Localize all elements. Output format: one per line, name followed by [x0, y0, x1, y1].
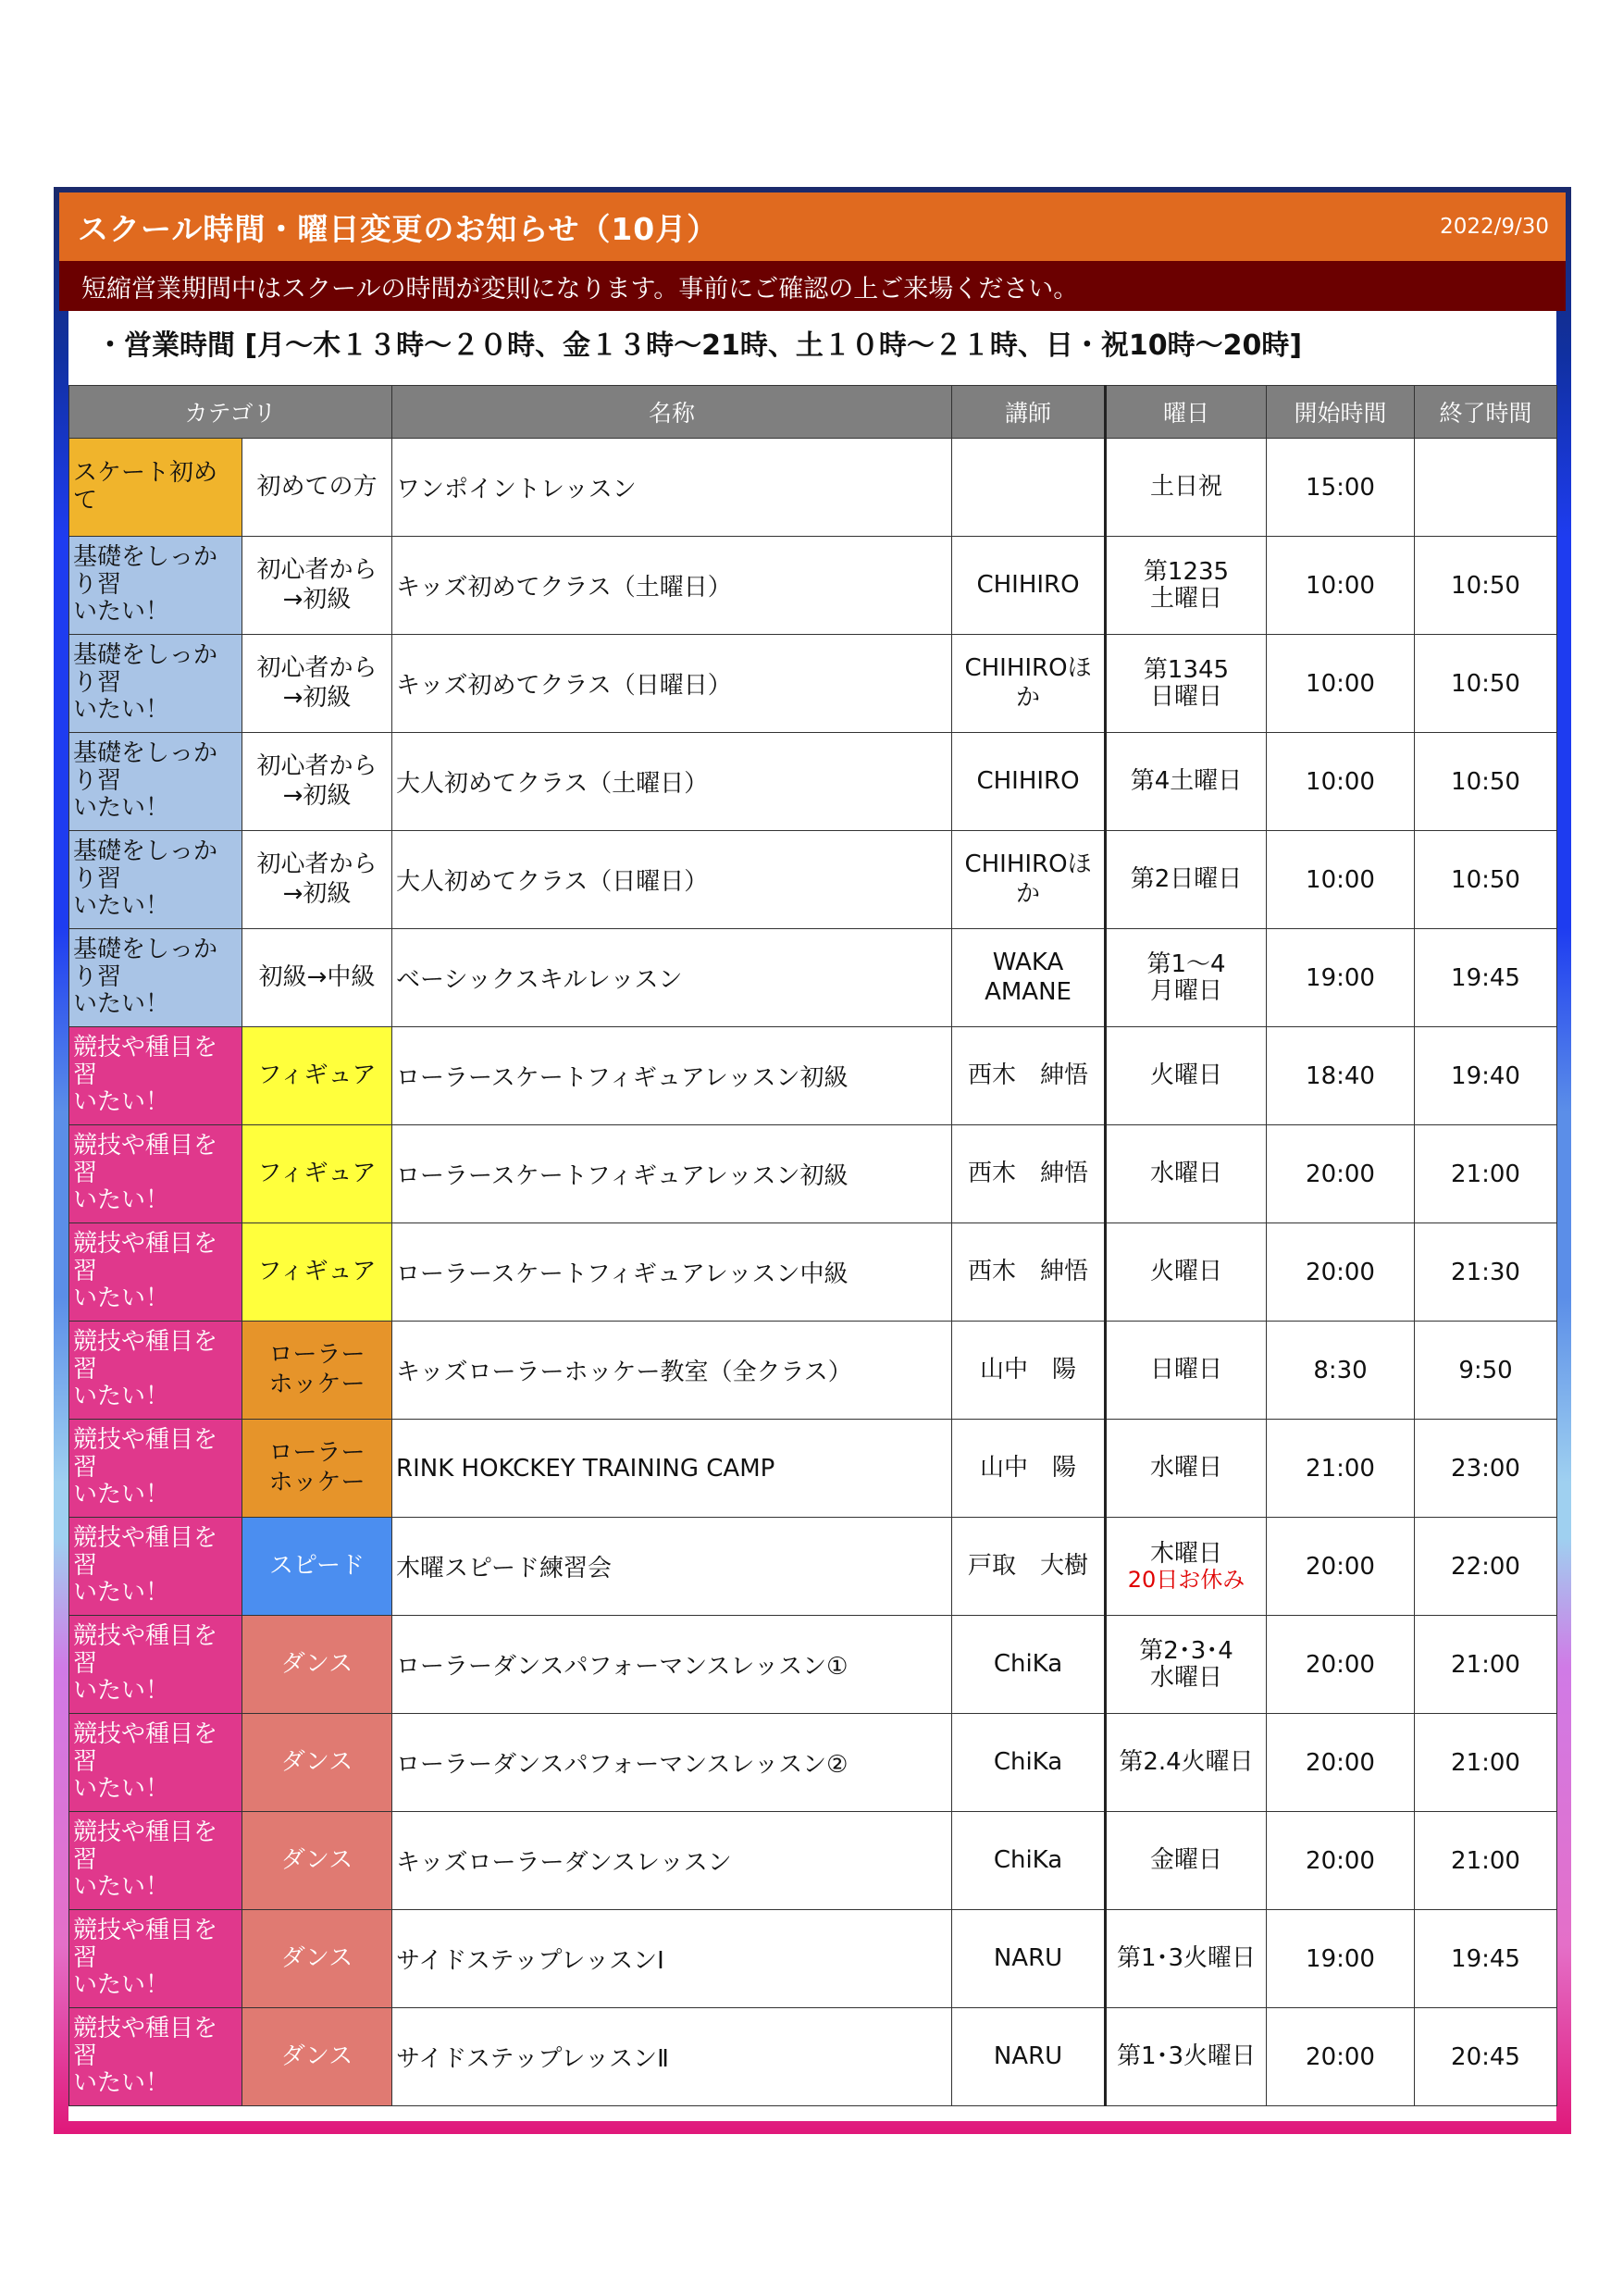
- subcategory-cell: ローラー ホッケー: [242, 1322, 392, 1420]
- lesson-name-cell: ローラースケートフィギュアレッスン初級: [392, 1027, 952, 1125]
- publish-date: 2022/9/30: [1440, 215, 1549, 239]
- start-time-cell: 20:00: [1267, 1223, 1415, 1322]
- subcategory-cell: ローラー ホッケー: [242, 1420, 392, 1518]
- subcategory-cell: 初心者から →初級: [242, 635, 392, 733]
- category-cell: 基礎をしっかり習 いたい！: [69, 537, 242, 635]
- instructor-cell: CHIHIROほか: [952, 831, 1106, 929]
- table-row: [69, 2008, 1557, 2106]
- end-time-cell: 23:00: [1415, 1420, 1557, 1518]
- end-time-cell: 22:00: [1415, 1518, 1557, 1616]
- lesson-name-cell: 大人初めてクラス（日曜日）: [392, 831, 952, 929]
- instructor-cell: [952, 439, 1106, 537]
- subcategory-cell: スピード: [242, 1518, 392, 1616]
- instructor-cell: 西木 紳悟: [952, 1223, 1106, 1322]
- table-row: [69, 929, 1557, 1027]
- subcategory-cell: 初めての方: [242, 439, 392, 537]
- end-time-cell: 21:00: [1415, 1812, 1557, 1910]
- start-time-cell: 15:00: [1267, 439, 1415, 537]
- header-category: カテゴリ: [69, 386, 392, 439]
- subcategory-cell: 初心者から →初級: [242, 733, 392, 831]
- category-cell: 競技や種目を習 いたい！: [69, 1812, 242, 1910]
- day-cell: [1106, 1910, 1267, 2008]
- table-row: [69, 635, 1557, 733]
- lesson-name-cell: ローラースケートフィギュアレッスン初級: [392, 1125, 952, 1223]
- instructor-cell: CHIHIRO: [952, 537, 1106, 635]
- lesson-name-cell: ローラースケートフィギュアレッスン中級: [392, 1223, 952, 1322]
- category-cell: 基礎をしっかり習 いたい！: [69, 635, 242, 733]
- day-cell: [1106, 537, 1267, 635]
- end-time-cell: 21:30: [1415, 1223, 1557, 1322]
- table-row: [69, 1714, 1557, 1812]
- day-text: 第1345 日曜日: [1143, 655, 1230, 711]
- end-time-cell: 21:00: [1415, 1125, 1557, 1223]
- start-time-cell: 10:00: [1267, 733, 1415, 831]
- header-name: 名称: [392, 386, 952, 439]
- day-text: 日曜日: [1150, 1356, 1223, 1384]
- subcategory-cell: フィギュア: [242, 1027, 392, 1125]
- category-cell: 競技や種目を習 いたい！: [69, 1616, 242, 1714]
- end-time-cell: 10:50: [1415, 537, 1557, 635]
- category-cell: スケート初めて: [69, 439, 242, 537]
- notice-text: 短縮営業期間中はスクールの時間が変則になります。事前にご確認の上ご来場ください。: [81, 274, 1079, 304]
- end-time-cell: 10:50: [1415, 635, 1557, 733]
- subcategory-cell: 初心者から →初級: [242, 831, 392, 929]
- start-time-cell: 10:00: [1267, 635, 1415, 733]
- lesson-name-cell: 大人初めてクラス（土曜日）: [392, 733, 952, 831]
- table-row: [69, 831, 1557, 929]
- lesson-name-cell: ワンポイントレッスン: [392, 439, 952, 537]
- start-time-cell: 10:00: [1267, 831, 1415, 929]
- day-text: 第4土曜日: [1130, 767, 1243, 796]
- table-row: [69, 1420, 1557, 1518]
- page-frame: [54, 187, 1571, 2134]
- lesson-name-cell: キッズ初めてクラス（土曜日）: [392, 537, 952, 635]
- lesson-name-cell: 木曜スピード練習会: [392, 1518, 952, 1616]
- start-time-cell: 19:00: [1267, 1910, 1415, 2008]
- lesson-name-cell: サイドステップレッスンⅡ: [392, 2008, 952, 2106]
- table-row: [69, 1322, 1557, 1420]
- day-cell: [1106, 1223, 1267, 1322]
- schedule-table: [68, 385, 1557, 2106]
- subcategory-cell: ダンス: [242, 1616, 392, 1714]
- category-cell: 競技や種目を習 いたい！: [69, 1910, 242, 2008]
- category-cell: 競技や種目を習 いたい！: [69, 1518, 242, 1616]
- lesson-name-cell: ローラーダンスパフォーマンスレッスン①: [392, 1616, 952, 1714]
- end-time-cell: 19:40: [1415, 1027, 1557, 1125]
- category-cell: 基礎をしっかり習 いたい！: [69, 733, 242, 831]
- end-time-cell: 21:00: [1415, 1714, 1557, 1812]
- lesson-name-cell: キッズ初めてクラス（日曜日）: [392, 635, 952, 733]
- start-time-cell: 20:00: [1267, 1812, 1415, 1910]
- day-text: 火曜日: [1150, 1061, 1223, 1090]
- table-row: [69, 1518, 1557, 1616]
- day-text: 第2.4火曜日: [1119, 1748, 1254, 1777]
- subcategory-cell: フィギュア: [242, 1125, 392, 1223]
- day-note: 20日お休み: [1127, 1566, 1245, 1593]
- start-time-cell: 10:00: [1267, 537, 1415, 635]
- day-cell: [1106, 1027, 1267, 1125]
- day-text: 第1･3火曜日: [1116, 2042, 1257, 2071]
- category-cell: 競技や種目を習 いたい！: [69, 2008, 242, 2106]
- instructor-cell: 山中 陽: [952, 1420, 1106, 1518]
- subcategory-cell: 初級→中級: [242, 929, 392, 1027]
- day-text: 第2日曜日: [1130, 865, 1243, 894]
- table-row: [69, 1910, 1557, 2008]
- instructor-cell: ChiKa: [952, 1812, 1106, 1910]
- end-time-cell: 19:45: [1415, 1910, 1557, 2008]
- end-time-cell: 10:50: [1415, 831, 1557, 929]
- lesson-name-cell: RINK HOKCKEY TRAINING CAMP: [392, 1420, 952, 1518]
- start-time-cell: 8:30: [1267, 1322, 1415, 1420]
- day-text: 土日祝: [1150, 473, 1223, 502]
- table-row: [69, 537, 1557, 635]
- start-time-cell: 20:00: [1267, 1616, 1415, 1714]
- end-time-cell: 20:45: [1415, 2008, 1557, 2106]
- day-cell: [1106, 439, 1267, 537]
- start-time-cell: 20:00: [1267, 1125, 1415, 1223]
- day-text: 火曜日: [1150, 1258, 1223, 1286]
- day-text: 金曜日: [1150, 1846, 1223, 1875]
- notice-banner: [59, 261, 1566, 311]
- category-cell: 競技や種目を習 いたい！: [69, 1125, 242, 1223]
- header-end: 終了時間: [1415, 386, 1557, 439]
- instructor-cell: CHIHIRO: [952, 733, 1106, 831]
- day-cell: [1106, 1322, 1267, 1420]
- subcategory-cell: ダンス: [242, 1714, 392, 1812]
- page-title: スクール時間・曜日変更のお知らせ（10月）: [78, 210, 719, 247]
- instructor-cell: CHIHIROほか: [952, 635, 1106, 733]
- subcategory-cell: ダンス: [242, 1812, 392, 1910]
- day-cell: [1106, 1420, 1267, 1518]
- day-text: 第1～4 月曜日: [1146, 949, 1226, 1005]
- instructor-cell: 山中 陽: [952, 1322, 1106, 1420]
- end-time-cell: [1415, 439, 1557, 537]
- instructor-cell: ChiKa: [952, 1714, 1106, 1812]
- title-bar: [59, 192, 1566, 261]
- instructor-cell: 戸取 大樹: [952, 1518, 1106, 1616]
- day-cell: [1106, 635, 1267, 733]
- instructor-cell: 西木 紳悟: [952, 1125, 1106, 1223]
- table-row: [69, 733, 1557, 831]
- instructor-cell: 西木 紳悟: [952, 1027, 1106, 1125]
- category-cell: 基礎をしっかり習 いたい！: [69, 831, 242, 929]
- end-time-cell: 19:45: [1415, 929, 1557, 1027]
- instructor-cell: ChiKa: [952, 1616, 1106, 1714]
- end-time-cell: 10:50: [1415, 733, 1557, 831]
- start-time-cell: 18:40: [1267, 1027, 1415, 1125]
- subcategory-cell: ダンス: [242, 1910, 392, 2008]
- end-time-cell: 9:50: [1415, 1322, 1557, 1420]
- day-text: 第2･3･4 水曜日: [1139, 1636, 1233, 1692]
- category-cell: 競技や種目を習 いたい！: [69, 1420, 242, 1518]
- day-cell: [1106, 1125, 1267, 1223]
- day-cell: [1106, 1812, 1267, 1910]
- category-cell: 競技や種目を習 いたい！: [69, 1223, 242, 1322]
- start-time-cell: 20:00: [1267, 1518, 1415, 1616]
- header-start: 開始時間: [1267, 386, 1415, 439]
- day-cell: [1106, 733, 1267, 831]
- day-cell: [1106, 1518, 1267, 1616]
- business-hours: ・営業時間 [月～木１３時～２０時、金１３時～21時、土１０時～２１時、日・祝10時～20時]: [96, 329, 1303, 362]
- header-instructor: 講師: [952, 386, 1106, 439]
- instructor-cell: NARU: [952, 1910, 1106, 2008]
- lesson-name-cell: サイドステップレッスンⅠ: [392, 1910, 952, 2008]
- table-row: [69, 1125, 1557, 1223]
- table-row: [69, 1223, 1557, 1322]
- lesson-name-cell: ローラーダンスパフォーマンスレッスン②: [392, 1714, 952, 1812]
- day-text: 木曜日: [1150, 1540, 1223, 1568]
- category-cell: 競技や種目を習 いたい！: [69, 1027, 242, 1125]
- header-day: 曜日: [1106, 386, 1267, 439]
- start-time-cell: 20:00: [1267, 2008, 1415, 2106]
- table-row: [69, 439, 1557, 537]
- category-cell: 競技や種目を習 いたい！: [69, 1714, 242, 1812]
- day-cell: [1106, 1616, 1267, 1714]
- end-time-cell: 21:00: [1415, 1616, 1557, 1714]
- content-area: [68, 192, 1556, 2121]
- start-time-cell: 20:00: [1267, 1714, 1415, 1812]
- day-text: 水曜日: [1150, 1160, 1223, 1188]
- table-row: [69, 1812, 1557, 1910]
- lesson-name-cell: キッズローラーダンスレッスン: [392, 1812, 952, 1910]
- day-cell: [1106, 831, 1267, 929]
- day-text: 水曜日: [1150, 1454, 1223, 1483]
- day-text: 第1･3火曜日: [1116, 1944, 1257, 1973]
- lesson-name-cell: ベーシックスキルレッスン: [392, 929, 952, 1027]
- day-cell: [1106, 2008, 1267, 2106]
- instructor-cell: NARU: [952, 2008, 1106, 2106]
- table-row: [69, 1616, 1557, 1714]
- category-cell: 基礎をしっかり習 いたい！: [69, 929, 242, 1027]
- day-text: 第1235 土曜日: [1143, 557, 1230, 613]
- lesson-name-cell: キッズローラーホッケー教室（全クラス）: [392, 1322, 952, 1420]
- subcategory-cell: ダンス: [242, 2008, 392, 2106]
- category-cell: 競技や種目を習 いたい！: [69, 1322, 242, 1420]
- table-row: [69, 1027, 1557, 1125]
- instructor-cell: WAKA AMANE: [952, 929, 1106, 1027]
- table-header-row: [69, 386, 1557, 439]
- start-time-cell: 21:00: [1267, 1420, 1415, 1518]
- subcategory-cell: 初心者から →初級: [242, 537, 392, 635]
- day-cell: [1106, 929, 1267, 1027]
- start-time-cell: 19:00: [1267, 929, 1415, 1027]
- subcategory-cell: フィギュア: [242, 1223, 392, 1322]
- day-cell: [1106, 1714, 1267, 1812]
